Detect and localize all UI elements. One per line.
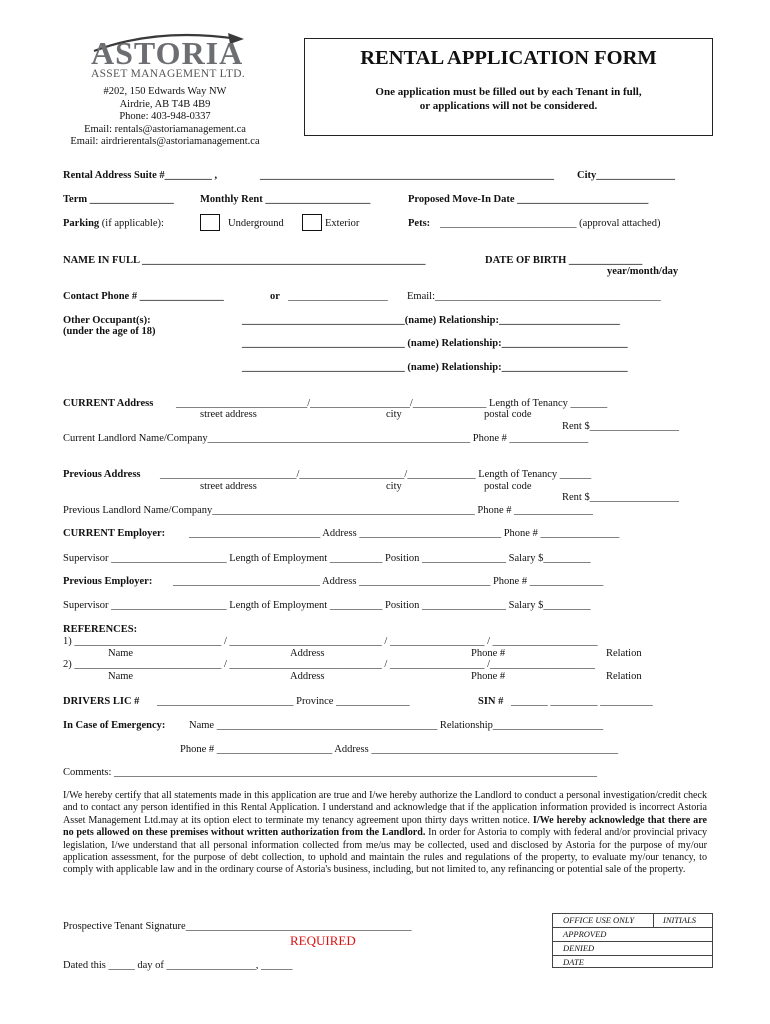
ref-address-hint: Address xyxy=(290,648,325,659)
term-field[interactable]: Term ________________ xyxy=(63,194,174,205)
city-hint: city xyxy=(386,481,402,492)
rental-address-label[interactable]: Rental Address Suite #_________ , xyxy=(63,170,218,181)
office-use-label: OFFICE USE ONLY xyxy=(563,915,635,925)
office-divider xyxy=(553,955,712,956)
current-landlord-field[interactable]: Current Landlord Name/Company__________________________________________________ Phone # _______________ xyxy=(63,433,589,444)
underground-label: Underground xyxy=(228,218,284,229)
postal-code-hint: postal code xyxy=(484,481,532,492)
contact-phone-field[interactable]: Contact Phone # ________________ xyxy=(63,291,224,302)
name-in-full-field[interactable]: NAME IN FULL ______________________________________________________ xyxy=(63,255,426,266)
supervisor-field[interactable]: Supervisor ______________________ Length of Employment __________ Position ________________ Salary $_________ xyxy=(63,553,591,564)
current-address-label: CURRENT Address xyxy=(63,398,154,409)
signature-field[interactable]: Prospective Tenant Signature___________________________________________ xyxy=(63,921,412,932)
occupant-field[interactable]: _______________________________ (name) Relationship:________________________ xyxy=(242,362,628,373)
occupant-field[interactable]: _______________________________(name) Relationship:_______________________ xyxy=(242,315,620,326)
monthly-rent-field[interactable]: Monthly Rent ____________________ xyxy=(200,194,371,205)
supervisor-field[interactable]: Supervisor ______________________ Length of Employment __________ Position ________________ Salary $_________ xyxy=(63,600,591,611)
certification-text xyxy=(63,790,707,877)
ref-address-hint: Address xyxy=(290,671,325,682)
emergency-phone-field[interactable]: Phone # ______________________ Address _______________________________________________ xyxy=(180,744,619,755)
address-line: Phone: 403-948-0337 xyxy=(119,111,211,123)
office-divider xyxy=(553,941,712,942)
address-line: #202, 150 Edwards Way NW xyxy=(103,86,227,97)
no-pets-statement: I/We hereby acknowledge that there are no pets allowed on these premises without written authorization from the Landlord. xyxy=(63,814,707,839)
reference-field[interactable]: 1) ____________________________ / _____________________________ / __________________ / ____________________ xyxy=(63,636,598,647)
sin-label: SIN # xyxy=(478,696,504,707)
reference-field[interactable]: 2) ____________________________ / _____________________________ / __________________ /____________________ xyxy=(63,659,595,670)
initials-label: INITIALS xyxy=(663,915,697,925)
current-address-field[interactable]: _________________________/___________________/______________ Length of Tenancy _______ xyxy=(176,398,608,409)
previous-address-label: Previous Address xyxy=(63,469,141,480)
logo-name: ASTORIA xyxy=(91,35,244,71)
pets-field[interactable]: __________________________ (approval attached) xyxy=(440,218,661,229)
alt-phone-field[interactable]: ___________________ xyxy=(288,291,388,302)
form-title: RENTAL APPLICATION FORM xyxy=(360,47,657,69)
pets-label: Pets: xyxy=(408,218,431,229)
parking-label xyxy=(63,218,164,229)
under-18-label: (under the age of 18) xyxy=(63,326,156,337)
dated-field[interactable]: Dated this _____ day of _________________, ______ xyxy=(63,960,293,971)
city-hint: city xyxy=(386,409,402,420)
ref-name-hint: Name xyxy=(108,648,134,659)
ref-name-hint: Name xyxy=(108,671,134,682)
other-occupants-label: Other Occupant(s): xyxy=(63,315,151,326)
street-address-hint: street address xyxy=(200,409,257,420)
rental-address-field[interactable]: ________________________________________________________ xyxy=(260,170,554,181)
drivers-lic-label: DRIVERS LIC # xyxy=(63,696,140,707)
drivers-lic-field[interactable]: __________________________ Province ______________ xyxy=(157,696,410,707)
ref-phone-hint: Phone # xyxy=(471,648,506,659)
denied-label: DENIED xyxy=(563,943,595,953)
sin-field[interactable]: _______ _________ __________ xyxy=(511,696,653,707)
comments-field[interactable]: Comments: ____________________________________________________________________________________________ xyxy=(63,767,598,778)
address-line: Airdrie, AB T4B 4B9 xyxy=(119,98,211,110)
office-use-box xyxy=(552,913,713,968)
or-label: or xyxy=(270,291,280,302)
office-divider xyxy=(553,927,712,928)
current-employer-field[interactable]: _________________________ Address ___________________________ Phone # _______________ xyxy=(189,528,620,539)
current-rent-field[interactable]: Rent $_________________ xyxy=(562,421,679,432)
previous-employer-field[interactable]: ____________________________ Address _________________________ Phone # ______________ xyxy=(173,576,604,587)
emergency-name-field[interactable]: Name __________________________________________ Relationship_____________________ xyxy=(189,720,604,731)
required-label: REQUIRED xyxy=(290,933,356,948)
previous-employer-label: Previous Employer: xyxy=(63,576,153,587)
city-field[interactable]: City_______________ xyxy=(577,170,675,181)
subtitle-line: or applications will not be considered. xyxy=(419,100,598,112)
date-label: DATE xyxy=(563,957,584,967)
parking-label-hint: (if applicable): xyxy=(101,218,164,229)
address-line: Email: rentals@astoriamanagement.ca xyxy=(84,123,246,135)
logo xyxy=(88,35,256,80)
ref-relation-hint: Relation xyxy=(606,648,642,659)
certification-part: I/We hereby certify that all statements made in this application are true and I/we hereby authorize the Landlord to conduct a personal investigation/credit check and to contact any person identified in this Rental Application. I understand and acknowledge that if the application information provided is incorrect Astoria Asset Management Ltd.may at its option elect to terminate my tenancy agreement upon thirty days written notice. xyxy=(63,790,707,826)
previous-rent-field[interactable]: Rent $_________________ xyxy=(562,492,679,503)
dob-hint: year/month/day xyxy=(607,266,679,277)
certification-part: In order for Astoria to comply with federal and/or provincial privacy legislation, I/we understand that all personal information collected from me/us may be collected, used and disclosed by Astoria for the purpose of my/our application assessment, for the purpose of debt collection, to uphold and maintain the rules and regulations of the property, to evaluate my/our tenancy, to comply with applicable law and in the ordinary course of Astoria's business, including, but not limited to, any refinancing or potential sale of the property. xyxy=(63,827,708,876)
postal-code-hint: postal code xyxy=(484,409,532,420)
subtitle-line: One application must be filled out by each Tenant in full, xyxy=(375,86,642,98)
title-box xyxy=(304,38,713,136)
address-line: Email: airdrierentals@astoriamanagement.ca xyxy=(70,136,260,148)
ref-relation-hint: Relation xyxy=(606,671,642,682)
logo-subtitle: ASSET MANAGEMENT LTD. xyxy=(91,68,246,80)
exterior-label: Exterior xyxy=(325,218,360,229)
form-subtitle xyxy=(305,85,712,113)
occupant-field[interactable]: _______________________________ (name) Relationship:________________________ xyxy=(242,338,628,349)
office-divider xyxy=(653,914,654,927)
approved-label: APPROVED xyxy=(563,929,607,939)
previous-landlord-field[interactable]: Previous Landlord Name/Company__________________________________________________ Phone # _______________ xyxy=(63,505,593,516)
ref-phone-hint: Phone # xyxy=(471,671,506,682)
company-address xyxy=(40,86,290,149)
underground-checkbox[interactable] xyxy=(200,214,220,231)
previous-address-field[interactable]: __________________________/____________________/_____________ Length of Tenancy ______ xyxy=(160,469,592,480)
emergency-label: In Case of Emergency: xyxy=(63,720,166,731)
street-address-hint: street address xyxy=(200,481,257,492)
move-in-date-field[interactable]: Proposed Move-In Date _________________________ xyxy=(408,194,649,205)
email-field[interactable]: Email:___________________________________________ xyxy=(407,291,661,302)
exterior-checkbox[interactable] xyxy=(302,214,322,231)
parking-label-bold: Parking xyxy=(63,218,100,229)
date-of-birth-field[interactable]: DATE OF BIRTH ______________ xyxy=(485,255,643,266)
references-label: REFERENCES: xyxy=(63,624,138,635)
current-employer-label: CURRENT Employer: xyxy=(63,528,166,539)
